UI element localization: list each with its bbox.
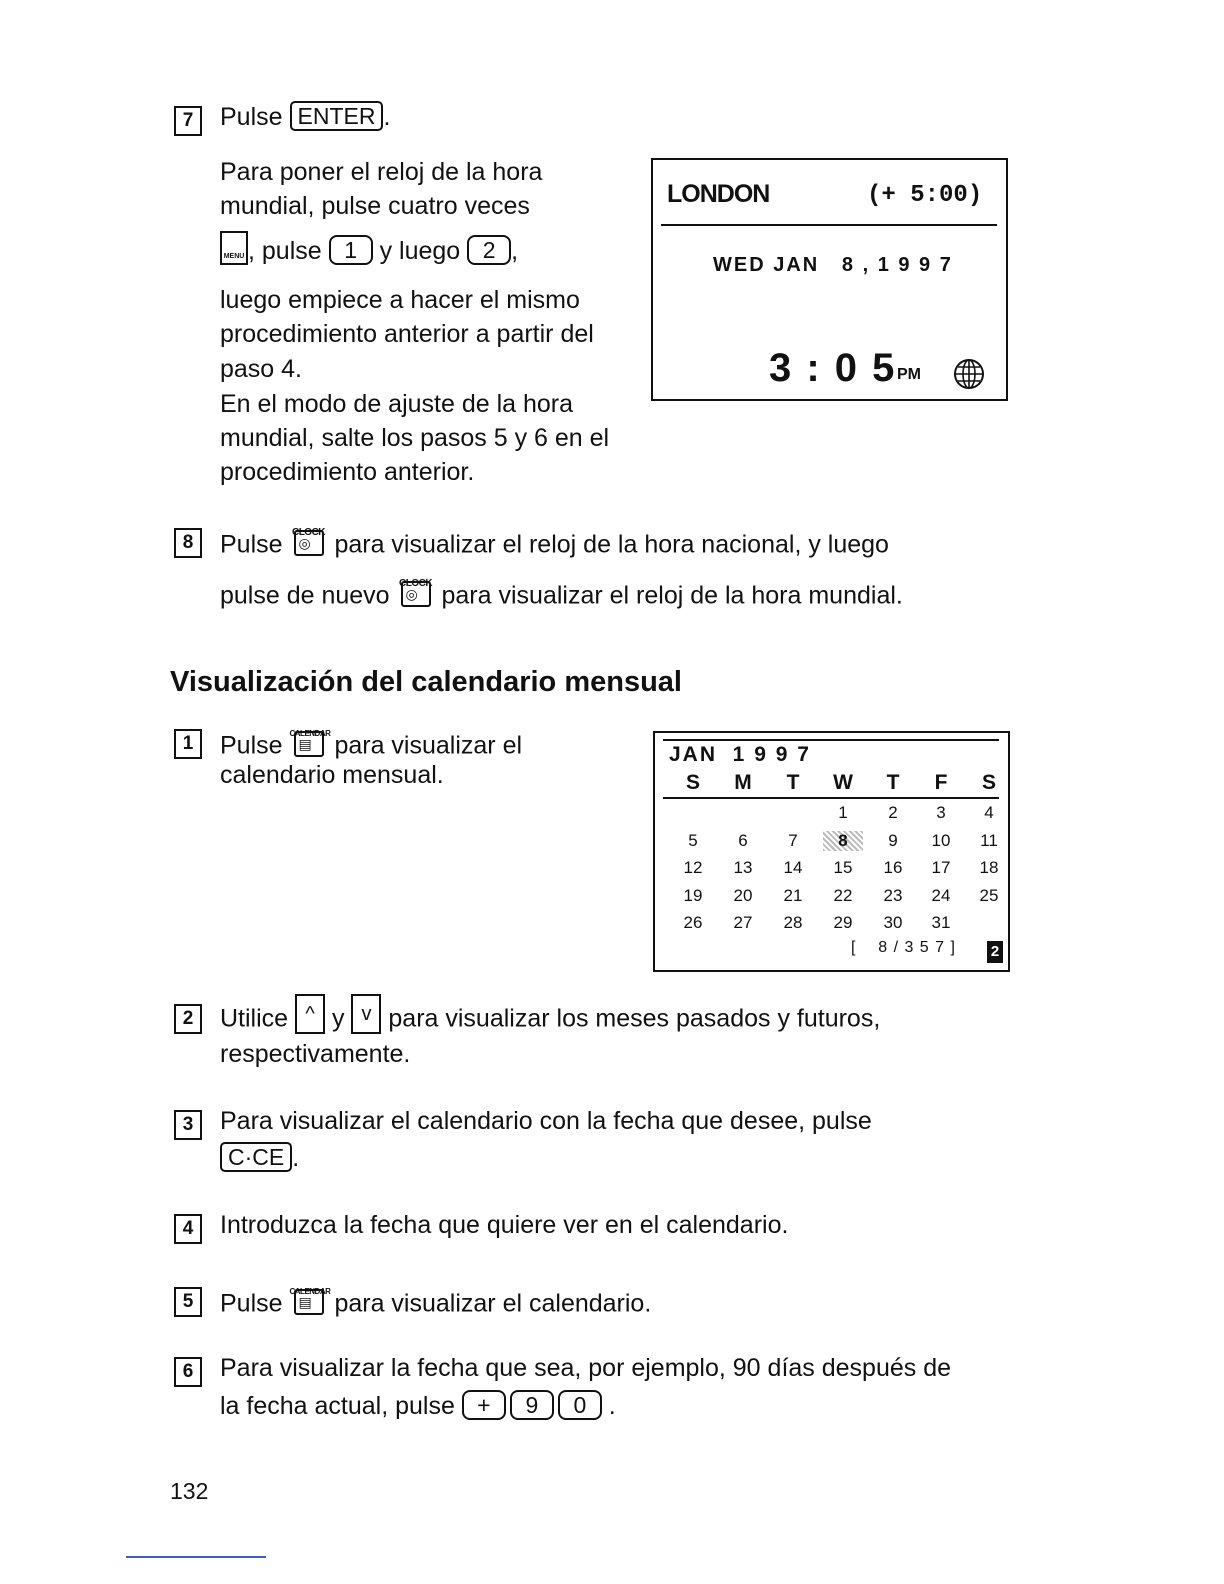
cal-step-5-number: 5 — [174, 1287, 202, 1317]
calendar-day-25: 25 — [979, 885, 999, 905]
globe-icon — [953, 358, 985, 390]
lcd-city: LONDON — [667, 180, 770, 208]
calendar-day-23: 23 — [883, 885, 903, 905]
step-7-line-9: procedimiento anterior. — [220, 458, 475, 486]
step-7-line-4: luego empiece a hacer el mismo — [220, 286, 580, 314]
pulse-comma: , pulse — [248, 237, 322, 265]
calendar-key-caption: CALENDAR — [289, 1287, 331, 1296]
calendar-day-27: 27 — [733, 913, 753, 932]
cal-step-3-number: 3 — [174, 1110, 202, 1140]
clock-key-caption: CLOCK — [399, 578, 433, 589]
calendar-day-15: 15 — [833, 858, 853, 877]
calendar-day-10: 10 — [931, 830, 951, 850]
cal-step-5-line — [220, 1281, 651, 1329]
cal-step-6-line-b — [220, 1389, 616, 1423]
utilice-text: Utilice — [220, 1004, 289, 1033]
cal-step-1-text-b: calendario mensual. — [220, 761, 444, 789]
up-arrow-key: ^ — [295, 994, 325, 1034]
calendar-day-17: 17 — [931, 858, 951, 877]
period: . — [608, 1392, 616, 1420]
enter-key: ENTER — [290, 101, 384, 131]
lcd-ampm: PM — [897, 366, 921, 383]
calendar-day-12: 12 — [683, 858, 703, 877]
clock-key — [290, 516, 328, 564]
cal-step-4-number: 4 — [174, 1214, 202, 1244]
step-7-line-6: paso 4. — [220, 355, 303, 383]
cal-step-2-text-b: para visualizar los meses pasados y futuros, — [388, 1004, 881, 1033]
lcd-divider — [661, 224, 997, 226]
lcd-offset: (+ 5:00) — [867, 182, 983, 209]
plus-key: + — [462, 1390, 506, 1420]
cal-step-2-text-c: respectivamente. — [220, 1040, 411, 1068]
step-8-line-b — [220, 573, 903, 621]
clock-key-caption: CLOCK — [291, 527, 326, 538]
lcd-calendar-title: JAN 1 9 9 7 — [669, 743, 811, 766]
y-text: y — [331, 1004, 345, 1033]
cal-step-5-text: para visualizar el calendario. — [334, 1289, 652, 1318]
cal-step-2-line-a — [220, 1000, 880, 1040]
calendar-day-1: 1 — [838, 803, 848, 822]
clock-key-body — [401, 581, 431, 607]
page-number: 132 — [170, 1478, 209, 1504]
calendar-grid-icon: ▤ — [298, 736, 312, 752]
calendar-day-26: 26 — [683, 913, 703, 932]
clock-globe-icon: ◎ — [405, 586, 418, 602]
cce-key: C·CE — [220, 1142, 292, 1172]
calendar-key-body — [294, 731, 324, 757]
calendar-day-21: 21 — [783, 885, 803, 905]
step-8-text-b: pulse de nuevo — [220, 581, 390, 610]
menu-key-label: MENU — [223, 253, 245, 261]
bottom-rule — [126, 1556, 266, 1558]
cal-step-6-number: 6 — [174, 1357, 202, 1387]
step-7-line-8: mundial, salte los pasos 5 y 6 en el — [220, 424, 610, 452]
lcd-time: 3 : 0 5 — [769, 346, 897, 390]
step-8-text-a: para visualizar el reloj de la hora nacional, y luego — [334, 530, 889, 559]
calendar-day-5: 5 — [688, 830, 698, 850]
calendar-day-6: 6 — [738, 830, 748, 850]
step-7-keys-line — [220, 234, 518, 269]
calendar-day-9: 9 — [888, 830, 898, 850]
calendar-day-24: 24 — [931, 885, 951, 905]
lcd-clock-display — [651, 158, 1008, 401]
calendar-day-20: 20 — [733, 885, 753, 905]
lcd-calendar-display — [653, 731, 1010, 972]
cal-step-1-text-a: para visualizar el — [334, 731, 523, 760]
period: . — [292, 1144, 300, 1172]
step-7-para-a: Para poner el reloj de la hora — [220, 158, 543, 186]
lcd-calendar-footer: [ 8 / 3 5 7 ] — [851, 939, 956, 956]
cal-step-2-number: 2 — [174, 1004, 202, 1034]
calendar-day-18: 18 — [979, 858, 999, 877]
calendar-weekday-2: T — [786, 771, 800, 794]
pulse-text: Pulse — [220, 1289, 283, 1318]
clock-globe-icon: ◎ — [298, 535, 311, 551]
calendar-day-4: 4 — [984, 803, 994, 822]
calendar-day-14: 14 — [783, 858, 803, 877]
calendar-day-7: 7 — [788, 830, 798, 850]
key-2: 2 — [467, 235, 511, 265]
cal-step-6-text-a: Para visualizar la fecha que sea, por ejemplo, 90 días después de — [220, 1354, 952, 1382]
down-arrow-key: v — [351, 994, 381, 1034]
calendar-day-22: 22 — [833, 885, 853, 905]
calendar-grid-icon: ▤ — [298, 1294, 312, 1310]
calendar-day-16: 16 — [883, 858, 903, 877]
calendar-day-13: 13 — [733, 858, 753, 877]
step-8-text-c: para visualizar el reloj de la hora mundial. — [441, 581, 903, 610]
lcd-calendar-divider — [663, 797, 999, 799]
nine-key: 9 — [510, 1390, 554, 1420]
zero-key: 0 — [558, 1390, 602, 1420]
cal-step-6-text-b: la fecha actual, pulse — [220, 1392, 455, 1420]
calendar-day-31: 31 — [931, 913, 951, 932]
calendar-weekday-3: W — [833, 771, 853, 794]
step-8-number: 8 — [174, 528, 202, 558]
calendar-day-8: 8 — [823, 831, 863, 851]
y-luego: y luego — [379, 237, 461, 265]
pulse-text: Pulse — [220, 103, 283, 131]
step-7-line-5: procedimiento anterior a partir del — [220, 320, 594, 348]
cal-step-4-text: Introduzca la fecha que quiere ver en el calendario. — [220, 1211, 789, 1239]
pulse-text: Pulse — [220, 731, 283, 760]
lcd-calendar-badge: 2 — [987, 941, 1003, 963]
calendar-weekday-6: S — [981, 771, 996, 794]
calendar-weekday-4: T — [886, 771, 900, 794]
calendar-day-2: 2 — [888, 803, 898, 822]
calendar-key-body — [294, 1289, 324, 1315]
lcd-date: WED JAN 8 , 1 9 9 7 — [713, 254, 953, 276]
calendar-key-2 — [289, 1275, 331, 1323]
pulse-text: Pulse — [220, 530, 283, 559]
calendar-day-29: 29 — [833, 913, 853, 932]
key-1: 1 — [329, 235, 373, 265]
calendar-day-19: 19 — [683, 885, 703, 905]
lcd-calendar-top-line — [663, 739, 999, 741]
step-7-number: 7 — [174, 106, 202, 136]
calendar-weekday-5: F — [934, 771, 948, 794]
calendar-day-30: 30 — [883, 913, 903, 932]
section-title: Visualización del calendario mensual — [170, 666, 682, 698]
cal-step-3-line-b — [220, 1141, 299, 1175]
calendar-weekday-0: S — [685, 771, 700, 794]
step-8-line-a — [220, 522, 889, 570]
calendar-day-28: 28 — [783, 913, 803, 932]
calendar-day-3: 3 — [936, 803, 946, 822]
menu-key — [220, 231, 248, 265]
cal-step-1-number: 1 — [174, 729, 202, 759]
calendar-weekday-1: M — [734, 771, 752, 794]
calendar-key-caption: CALENDAR — [289, 729, 331, 738]
comma: , — [511, 237, 519, 265]
cal-step-3-text-a: Para visualizar el calendario con la fecha que desee, pulse — [220, 1107, 872, 1135]
calendar-day-11: 11 — [980, 830, 998, 850]
step-7-para-b: mundial, pulse cuatro veces — [220, 192, 530, 220]
step-7-line — [220, 100, 390, 134]
step-7-line-7: En el modo de ajuste de la hora — [220, 390, 574, 418]
clock-key-body — [294, 530, 324, 556]
clock-key-2 — [397, 567, 435, 615]
period: . — [383, 103, 391, 131]
